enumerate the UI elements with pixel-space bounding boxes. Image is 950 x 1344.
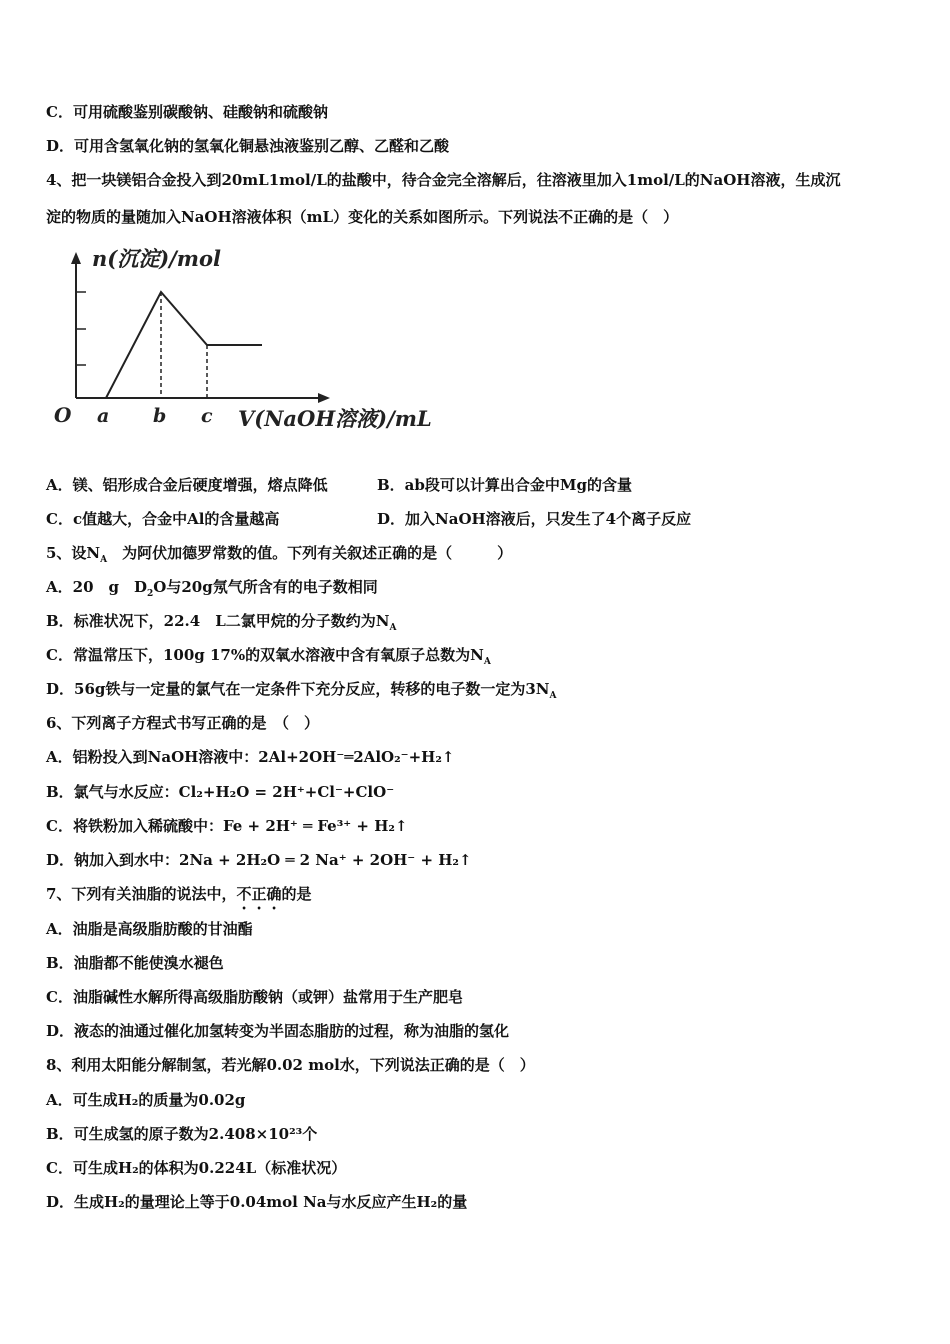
origin-label: O [54, 403, 72, 427]
q4-option-d: D．加入NaOH溶液后，只发生了4个离子反应 [377, 510, 692, 528]
y-axis-label: n(沉淀)/mol [92, 246, 222, 271]
q4-option-c: C．c值越大，合金中Al的含量越高 [46, 510, 280, 528]
q8-option-a: A．可生成H₂的质量为0.02g [46, 1091, 246, 1109]
q3-option-d: D．可用含氢氧化钠的氢氧化铜悬浊液鉴别乙醇、乙醛和乙酸 [46, 137, 450, 155]
precipitate-series-line [106, 292, 262, 398]
q6-option-c: C．将铁粉加入稀硫酸中：Fe + 2H⁺ ═ Fe³⁺ + H₂↑ [46, 817, 408, 835]
q5-option-b: B．标准状况下，22.4 L二氯甲烷的分子数约为$N_A$ [46, 612, 397, 633]
q6-option-d: D．钠加入到水中：2Na + 2H₂O ═ 2 Na⁺ + 2OH⁻ + H₂↑ [46, 851, 472, 869]
q8-option-b: B．可生成氢的原子数为2.408×10²³个 [46, 1125, 318, 1143]
q6-option-a: A．铝粉投入到NaOH溶液中：2Al+2OH⁻═2AlO₂⁻+H₂↑ [46, 748, 455, 766]
q6-option-b: B．氯气与水反应：Cl₂+H₂O = 2H⁺+Cl⁻+ClO⁻ [46, 783, 395, 801]
q8-option-c: C．可生成H₂的体积为0.224L（标准状况） [46, 1159, 347, 1177]
emphasis-not-correct: 不正确 [236, 885, 282, 903]
x-axis-label: V(NaOH溶液)/mL [238, 406, 432, 431]
q5-option-a: A．20 g $D_2O$与20g氖气所含有的电子数相同 [46, 578, 378, 599]
q7-option-d: D．液态的油通过催化加氢转变为半固态脂肪的过程，称为油脂的氢化 [46, 1022, 510, 1040]
q5-stem: 5、设$N_A$ 为阿伏加德罗常数的值。下列有关叙述正确的是（ ） [46, 544, 513, 565]
q4-option-a: A．镁、铝形成合金后硬度增强，熔点降低 [46, 476, 328, 494]
q7-option-c: C．油脂碱性水解所得高级脂肪酸钠（或钾）盐常用于生产肥皂 [46, 988, 463, 1006]
y-axis-arrow [71, 252, 81, 264]
x-axis-arrow [318, 393, 330, 403]
q7-stem: 7、下列有关油脂的说法中，不正确的是 [46, 885, 312, 903]
q8-stem: 8、利用太阳能分解制氢，若光解0.02 mol水，下列说法正确的是（ ） [46, 1056, 535, 1074]
q8-option-d: D．生成H₂的量理论上等于0.04mol Na与水反应产生H₂的量 [46, 1193, 468, 1211]
q6-stem: 6、下列离子方程式书写正确的是 （ ） [46, 714, 319, 732]
q7-option-a: A．油脂是高级脂肪酸的甘油酯 [46, 920, 253, 938]
q4-stem-line2: 淀的物质的量随加入NaOH溶液体积（mL）变化的关系如图所示。下列说法不正确的是（ ） [46, 208, 679, 226]
q4-stem-line1: 4、把一块镁铝合金投入到20mL1mol/L的盐酸中，待合金完全溶解后，往溶液里加入1mol/L的NaOH溶液，生成沉 [46, 171, 841, 189]
q7-option-b: B．油脂都不能使溴水褪色 [46, 954, 224, 972]
x-tick-label-c: c [201, 405, 213, 427]
q5-option-c: C．常温常压下，100g 17%的双氧水溶液中含有氧原子总数为$N_A$ [46, 646, 491, 667]
q5-option-d: D．56g铁与一定量的氯气在一定条件下充分反应，转移的电子数一定为$3N_A$ [46, 680, 557, 701]
x-tick-label-b: b [153, 405, 167, 427]
q4-option-b: B．ab段可以计算出合金中Mg的含量 [377, 476, 632, 494]
x-tick-label-a: a [97, 405, 110, 427]
precipitate-graph [50, 240, 480, 440]
q3-option-c: C．可用硫酸鉴别碳酸钠、硅酸钠和硫酸钠 [46, 103, 328, 121]
